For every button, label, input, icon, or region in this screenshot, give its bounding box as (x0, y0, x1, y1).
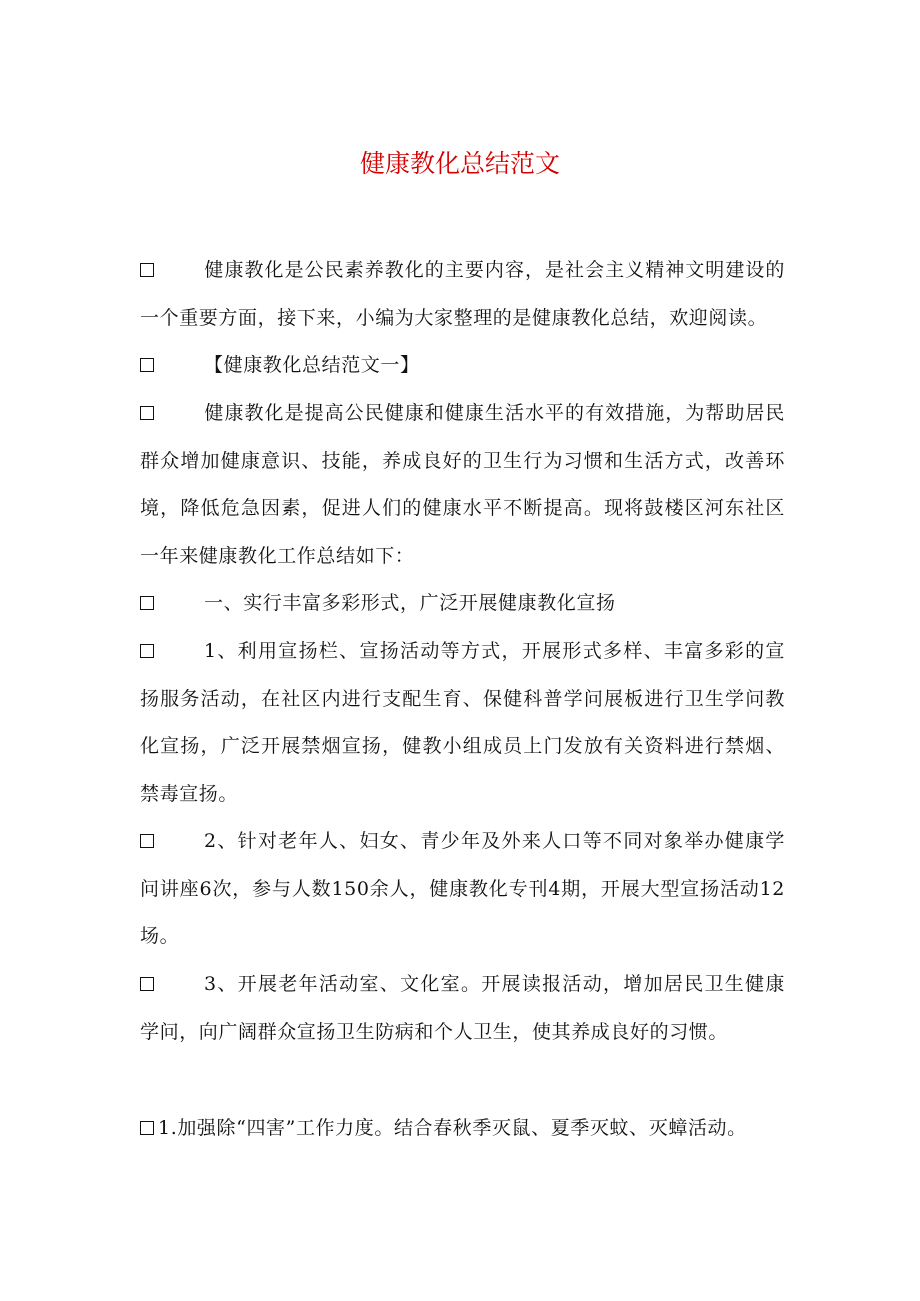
paragraph-item-4 (140, 1105, 785, 1153)
paragraph-item-2 (140, 818, 785, 961)
paragraph-text: 1.加强除“四害”工作力度。结合春秋季灭鼠、夏季灭蚊、灭蟑活动。 (158, 1117, 747, 1139)
checkbox-square-icon (140, 834, 154, 848)
paragraph-item-1 (140, 628, 785, 818)
paragraph-text: 2、针对老年人、妇女、青少年及外来人口等不同对象举办健康学问讲座6次，参与人数150余人，健康教化专刊4期，开展大型宣扬活动12场。 (140, 830, 785, 947)
paragraph-text: 健康教化是公民素养教化的主要内容，是社会主义精神文明建设的一个重要方面，接下来，小编为大家整理的是健康教化总结，欢迎阅读。 (140, 259, 785, 329)
paragraph-text: 1、利用宣扬栏、宣扬活动等方式，开展形式多样、丰富多彩的宣扬服务活动，在社区内进行支配生育、保健科普学问展板进行卫生学问教化宣扬，广泛开展禁烟宣扬，健教小组成员上门发放有关资料进行禁烟、禁毒宣扬。 (140, 640, 785, 805)
checkbox-square-icon (140, 1121, 154, 1135)
paragraph-intro (140, 247, 785, 342)
checkbox-square-icon (140, 263, 154, 277)
checkbox-square-icon (140, 977, 154, 991)
paragraph-overview (140, 390, 785, 580)
checkbox-square-icon (140, 406, 154, 420)
checkbox-square-icon (140, 358, 154, 372)
document-title: 健康教化总结范文 (359, 149, 560, 178)
paragraph-section-heading (140, 342, 785, 390)
paragraph-text: 健康教化是提高公民健康和健康生活水平的有效措施，为帮助居民群众增加健康意识、技能，养成良好的卫生行为习惯和生活方式，改善环境，降低危急因素，促进人们的健康水平不断提高。现将鼓楼区河东社区一年来健康教化工作总结如下： (140, 402, 785, 567)
paragraph-subheading (140, 580, 785, 628)
paragraph-item-3 (140, 961, 785, 1056)
paragraph-text: 【健康教化总结范文一】 (204, 354, 420, 376)
paragraph-text: 一、实行丰富多彩形式，广泛开展健康教化宣扬 (204, 592, 616, 614)
checkbox-square-icon (140, 596, 154, 610)
checkbox-square-icon (140, 644, 154, 658)
paragraph-text: 3、开展老年活动室、文化室。开展读报活动，增加居民卫生健康学问，向广阔群众宣扬卫生防病和个人卫生，使其养成良好的习惯。 (140, 973, 785, 1043)
